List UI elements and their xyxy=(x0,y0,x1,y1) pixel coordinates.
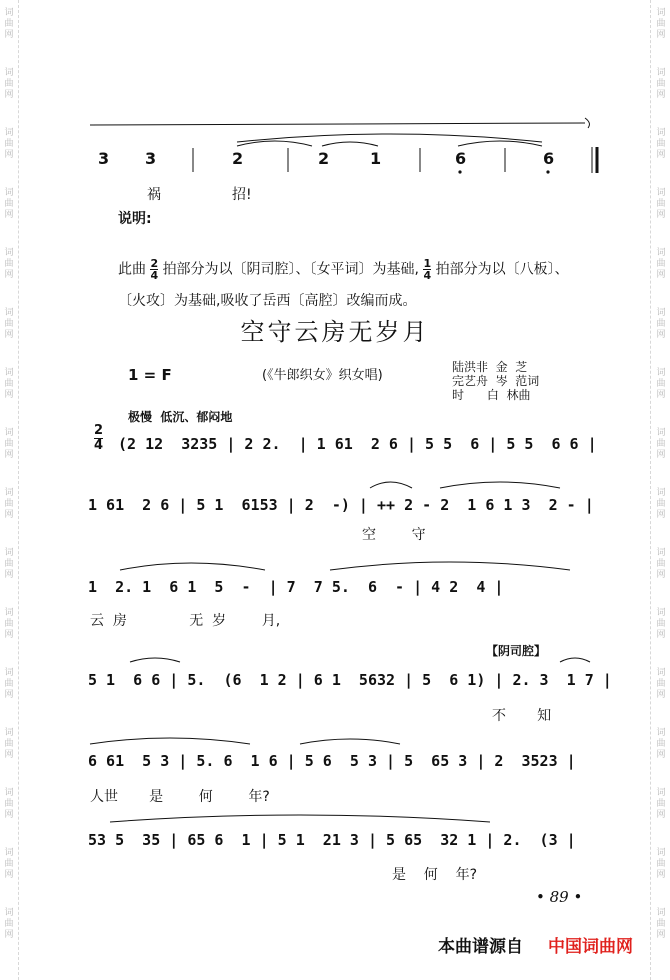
score-row-1: (2 12 3235 | 2 2. | 1 61 2 6 | 5 5 6 | 5 5 6 6 | xyxy=(118,435,597,453)
lyrics-row-5: 人世 是 何 年? xyxy=(90,789,270,805)
fraction-1-numerator: 2 xyxy=(150,257,159,270)
top-note-1: 3 xyxy=(98,149,110,168)
credit-line-1: 陆洪非 金 芝 xyxy=(452,360,528,374)
watermark-text: 词曲网 xyxy=(4,548,14,580)
time-signature xyxy=(94,424,103,453)
key-signature: 1 = F xyxy=(128,366,172,384)
watermark-text: 词曲网 xyxy=(4,248,14,280)
section-label: 【阴司腔】 xyxy=(486,644,547,658)
watermark-text: 词曲网 xyxy=(656,788,666,820)
watermark-text: 词曲网 xyxy=(656,728,666,760)
watermark-text: 词曲网 xyxy=(656,668,666,700)
watermark-text: 词曲网 xyxy=(656,248,666,280)
watermark-text: 词曲网 xyxy=(4,128,14,160)
watermark-text: 词曲网 xyxy=(4,488,14,520)
watermark-text: 词曲网 xyxy=(4,68,14,100)
lyrics-row-3: 云 房 无 岁 月, xyxy=(90,613,281,629)
song-source: (《牛郎织女》织女唱) xyxy=(262,368,383,383)
time-numerator: 2 xyxy=(94,423,104,438)
note-mid-2: 拍部分为以〔八板〕、 xyxy=(435,261,569,278)
watermark-text: 词曲网 xyxy=(4,668,14,700)
watermark-text: 词曲网 xyxy=(4,308,14,340)
note-mid-1: 拍部分为以〔阴司腔〕、〔女平词〕为基础, xyxy=(162,261,420,278)
watermark-text: 词曲网 xyxy=(656,548,666,580)
score-row-5: 6 61 5 3 | 5. 6 1 6 | 5 6 5 3 | 5 65 3 | 2 3523 | xyxy=(88,752,576,770)
fraction-2-numerator: 1 xyxy=(423,257,432,270)
watermark-text: 词曲网 xyxy=(4,428,14,460)
top-note-4: 2 xyxy=(318,149,330,168)
watermark-text: 词曲网 xyxy=(4,728,14,760)
watermark-text: 词曲网 xyxy=(656,8,666,40)
fraction-1-denominator: 4 xyxy=(150,269,159,282)
footer-source: 本曲谱源自 xyxy=(438,937,523,957)
top-note-5: 1 xyxy=(370,149,382,168)
score-row-2: 1 61 2 6 | 5 1 6153 | 2 -) | ++ 2 - 2 1 6 1 3 2 - | xyxy=(88,496,594,514)
top-note-7: 6 xyxy=(543,149,555,168)
watermark-text: 词曲网 xyxy=(656,128,666,160)
credit-line-2: 完艺舟 岑 范词 xyxy=(452,374,540,388)
watermark-text: 词曲网 xyxy=(656,848,666,880)
watermark-text: 词曲网 xyxy=(4,788,14,820)
lyrics-row-6: 是 何 年? xyxy=(392,867,478,883)
watermark-text: 词曲网 xyxy=(656,68,666,100)
watermark-text: 词曲网 xyxy=(656,188,666,220)
watermark-text: 词曲网 xyxy=(4,908,14,940)
note-prefix: 此曲 xyxy=(118,261,146,278)
page-number: • 89 • xyxy=(536,888,583,906)
fraction-2-denominator: 4 xyxy=(423,269,432,282)
watermark-text: 词曲网 xyxy=(656,908,666,940)
note-heading: 说明: xyxy=(118,211,152,227)
lyrics-row-4: 不 知 xyxy=(492,708,552,724)
score-row-6: 53 5 35 | 65 6 1 | 5 1 21 3 | 5 65 32 1 | 2. (3 | xyxy=(88,831,576,849)
lyrics-row-2: 空 守 xyxy=(362,527,426,543)
watermark-text: 词曲网 xyxy=(656,308,666,340)
watermark-text: 词曲网 xyxy=(4,188,14,220)
watermark-text: 词曲网 xyxy=(4,368,14,400)
note-line-1 xyxy=(118,258,569,281)
watermark-text: 词曲网 xyxy=(4,608,14,640)
score-row-4: 5 1 6 6 | 5. (6 1 2 | 6 1 5632 | 5 6 1) | 2. 3 1 7 | xyxy=(88,671,612,689)
watermark-text: 词曲网 xyxy=(656,608,666,640)
watermark-text: 词曲网 xyxy=(656,368,666,400)
watermark-text: 词曲网 xyxy=(4,848,14,880)
watermark-text: 词曲网 xyxy=(4,8,14,40)
footer-site: 中国词曲网 xyxy=(548,937,633,957)
top-lyric-1: 祸 xyxy=(147,187,161,203)
watermark-text: 词曲网 xyxy=(656,428,666,460)
score-row-3: 1 2. 1 6 1 5 - | 7 7 5. 6 - | 4 2 4 | xyxy=(88,578,504,596)
top-lyric-2: 招! xyxy=(232,187,252,203)
time-denominator: 4 xyxy=(94,438,104,453)
credit-line-3: 时 白 林曲 xyxy=(452,388,531,402)
watermark-text: 词曲网 xyxy=(656,488,666,520)
tempo-marking: 极慢 低沉、郁闷地 xyxy=(128,410,233,424)
top-note-6: 6 xyxy=(455,149,467,168)
song-title: 空守云房无岁月 xyxy=(240,318,430,346)
top-note-3: 2 xyxy=(232,149,244,168)
note-line-2: 〔火攻〕为基础,吸收了岳西〔高腔〕改编而成。 xyxy=(118,293,417,309)
top-note-2: 3 xyxy=(145,149,157,168)
